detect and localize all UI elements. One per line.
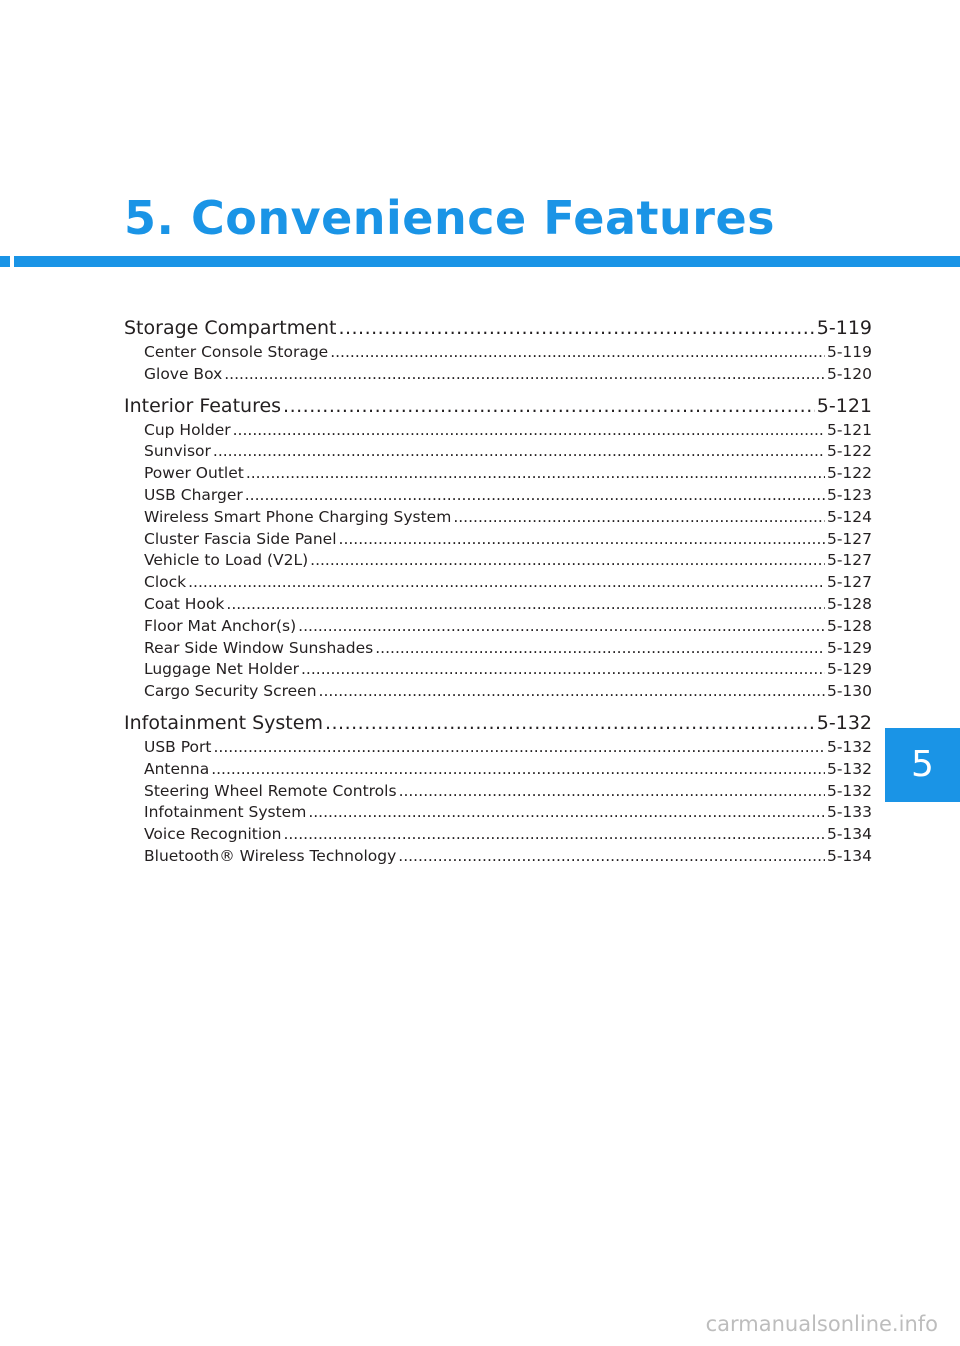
dot-leader: [224, 364, 825, 386]
dot-leader: [398, 846, 825, 868]
toc-entry-page: 5-123: [827, 485, 872, 507]
chapter-tab[interactable]: 5: [885, 728, 960, 802]
toc-entry-title: Power Outlet: [144, 463, 244, 485]
dot-leader: [319, 681, 825, 703]
toc-section-heading[interactable]: [124, 709, 872, 737]
dot-leader: [339, 529, 825, 551]
toc-entry-title: Wireless Smart Phone Charging System: [144, 507, 451, 529]
dot-leader: [226, 594, 825, 616]
toc-entry[interactable]: [124, 420, 872, 442]
toc-entry-page: 5-134: [827, 824, 872, 846]
toc-entry-page: 5-120: [827, 364, 872, 386]
toc-entry-title: Bluetooth® Wireless Technology: [144, 846, 396, 868]
toc-section-storage-compartment: [124, 314, 872, 386]
toc-entry-title: Cluster Fascia Side Panel: [144, 529, 337, 551]
dot-leader: [213, 737, 824, 759]
dot-leader: [298, 616, 825, 638]
toc-entry-title: Antenna: [144, 759, 209, 781]
toc-entry[interactable]: [124, 529, 872, 551]
toc-section-title: Interior Features: [124, 392, 281, 420]
toc-section-infotainment-system: [124, 709, 872, 868]
toc-entry-page: 5-121: [827, 420, 872, 442]
toc-entry-title: Infotainment System: [144, 802, 306, 824]
toc-entry-page: 5-127: [827, 550, 872, 572]
dot-leader: [246, 463, 825, 485]
dot-leader: [233, 420, 825, 442]
toc-entry-page: 5-132: [827, 737, 872, 759]
toc-entry-page: 5-119: [827, 342, 872, 364]
dot-leader: [283, 824, 825, 846]
dot-leader: [399, 781, 825, 803]
toc-entry-page: 5-127: [827, 572, 872, 594]
dot-leader: [453, 507, 825, 529]
toc-entry[interactable]: [124, 342, 872, 364]
dot-leader: [283, 392, 815, 420]
dot-leader: [245, 485, 825, 507]
toc-entry-page: 5-134: [827, 846, 872, 868]
toc-entry-title: USB Port: [144, 737, 211, 759]
toc-section-interior-features: [124, 392, 872, 703]
toc-section-page: 5-121: [817, 392, 872, 420]
toc-entry[interactable]: [124, 616, 872, 638]
dot-leader: [213, 441, 825, 463]
table-of-contents: [124, 314, 872, 868]
toc-entry[interactable]: [124, 572, 872, 594]
toc-entry-title: Luggage Net Holder: [144, 659, 299, 681]
toc-entry-title: Floor Mat Anchor(s): [144, 616, 296, 638]
toc-entry-title: Center Console Storage: [144, 342, 328, 364]
toc-entry[interactable]: [124, 846, 872, 868]
toc-entry-title: Steering Wheel Remote Controls: [144, 781, 397, 803]
toc-entry[interactable]: [124, 550, 872, 572]
toc-entry-page: 5-122: [827, 441, 872, 463]
dot-leader: [310, 550, 825, 572]
chapter-title: 5. Convenience Features: [124, 191, 776, 245]
toc-entry-page: 5-132: [827, 781, 872, 803]
toc-entry[interactable]: [124, 681, 872, 703]
dot-leader: [188, 572, 825, 594]
toc-entry-title: Coat Hook: [144, 594, 224, 616]
toc-entry[interactable]: [124, 759, 872, 781]
toc-entry[interactable]: [124, 659, 872, 681]
toc-entry-title: Glove Box: [144, 364, 222, 386]
toc-entry[interactable]: [124, 485, 872, 507]
toc-entry[interactable]: [124, 507, 872, 529]
toc-entry[interactable]: [124, 802, 872, 824]
dot-leader: [211, 759, 825, 781]
toc-section-heading[interactable]: [124, 314, 872, 342]
toc-entry[interactable]: [124, 463, 872, 485]
dot-leader: [308, 802, 825, 824]
toc-entry[interactable]: [124, 737, 872, 759]
divider-notch: [10, 256, 14, 267]
toc-entry-page: 5-129: [827, 638, 872, 660]
toc-entry[interactable]: [124, 638, 872, 660]
toc-entry[interactable]: [124, 594, 872, 616]
dot-leader: [330, 342, 825, 364]
toc-entry[interactable]: [124, 441, 872, 463]
toc-entry-page: 5-127: [827, 529, 872, 551]
toc-section-title: Storage Compartment: [124, 314, 336, 342]
toc-entry-title: Rear Side Window Sunshades: [144, 638, 373, 660]
toc-section-title: Infotainment System: [124, 709, 323, 737]
toc-entry-page: 5-122: [827, 463, 872, 485]
toc-entry-title: USB Charger: [144, 485, 243, 507]
toc-entry-title: Cup Holder: [144, 420, 231, 442]
toc-entry-page: 5-132: [827, 759, 872, 781]
toc-entry-page: 5-128: [827, 616, 872, 638]
toc-entry-page: 5-128: [827, 594, 872, 616]
toc-entry-title: Cargo Security Screen: [144, 681, 317, 703]
toc-entry-title: Vehicle to Load (V2L): [144, 550, 308, 572]
toc-entry[interactable]: [124, 824, 872, 846]
toc-entry-title: Clock: [144, 572, 186, 594]
toc-entry-title: Voice Recognition: [144, 824, 281, 846]
title-divider: [0, 256, 960, 267]
toc-section-page: 5-119: [817, 314, 872, 342]
dot-leader: [301, 659, 825, 681]
toc-entry-page: 5-133: [827, 802, 872, 824]
dot-leader: [338, 314, 814, 342]
watermark: carmanualsonline.info: [705, 1312, 938, 1336]
toc-section-heading[interactable]: [124, 392, 872, 420]
dot-leader: [325, 709, 815, 737]
dot-leader: [375, 638, 825, 660]
toc-section-page: 5-132: [817, 709, 872, 737]
toc-entry-title: Sunvisor: [144, 441, 211, 463]
toc-entry[interactable]: [124, 781, 872, 803]
toc-entry[interactable]: [124, 364, 872, 386]
toc-entry-page: 5-124: [827, 507, 872, 529]
toc-entry-page: 5-129: [827, 659, 872, 681]
toc-entry-page: 5-130: [827, 681, 872, 703]
